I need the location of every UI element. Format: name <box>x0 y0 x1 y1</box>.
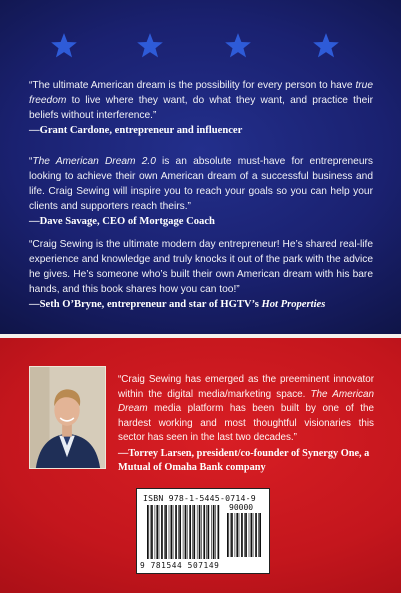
endorsement-quote: “The ultimate American dream is the possibility for every person to have true freedom to live where they want, do what they want, and practice their beliefs without interference.” <box>29 80 373 121</box>
endorsement-larsen <box>118 373 374 475</box>
isbn-label: ISBN 978-1-5445-0714-9 <box>143 493 256 503</box>
star-icon <box>50 32 78 60</box>
endorsement-cardone <box>29 78 373 138</box>
endorsement-obryne <box>29 237 373 312</box>
author-photo <box>29 366 106 469</box>
endorsement-attribution: —Torrey Larsen, president/co-founder of Synergy One, a Mutual of Omaha Bank company <box>118 447 370 473</box>
endorsement-quote: “Craig Sewing has emerged as the preeminent innovator within the digital media/marketing space. The American Dream media platform has been built by one of the hardest working and most thoughtful visionaries this sector has seen in the last two decades.” <box>118 374 374 444</box>
star-icon <box>136 32 164 60</box>
star-icon <box>312 32 340 60</box>
addon-barcode-bars <box>227 513 263 557</box>
isbn-barcode <box>136 488 270 574</box>
price-addon-number: 90000 <box>229 503 254 512</box>
endorsement-attribution: —Seth O’Bryne, entrepreneur and star of HGTV’s Hot Properties <box>29 299 326 310</box>
endorsement-savage <box>29 154 373 229</box>
endorsement-attribution: —Dave Savage, CEO of Mortgage Coach <box>29 216 215 227</box>
star-icon <box>224 32 252 60</box>
endorsement-attribution: —Grant Cardone, entrepreneur and influencer <box>29 125 243 136</box>
ean-number: 9 781544 507149 <box>140 561 220 570</box>
star-row <box>0 32 401 62</box>
ean-barcode-bars <box>147 505 221 559</box>
endorsement-quote: “Craig Sewing is the ultimate modern day entrepreneur! He’s shared real-life experience and knowledge and truly knocks it out of the park with the advice he gives. He’s someone who’s built their own American dream with his bare hands, and this book shares how you can too!” <box>29 239 373 295</box>
endorsement-quote: “The American Dream 2.0 is an absolute must-have for entrepreneurs looking to achieve their own American dream of a successful business and life. Craig Sewing will inspire you to reach your goals so you can help your clients and supporters reach theirs.” <box>29 156 373 212</box>
